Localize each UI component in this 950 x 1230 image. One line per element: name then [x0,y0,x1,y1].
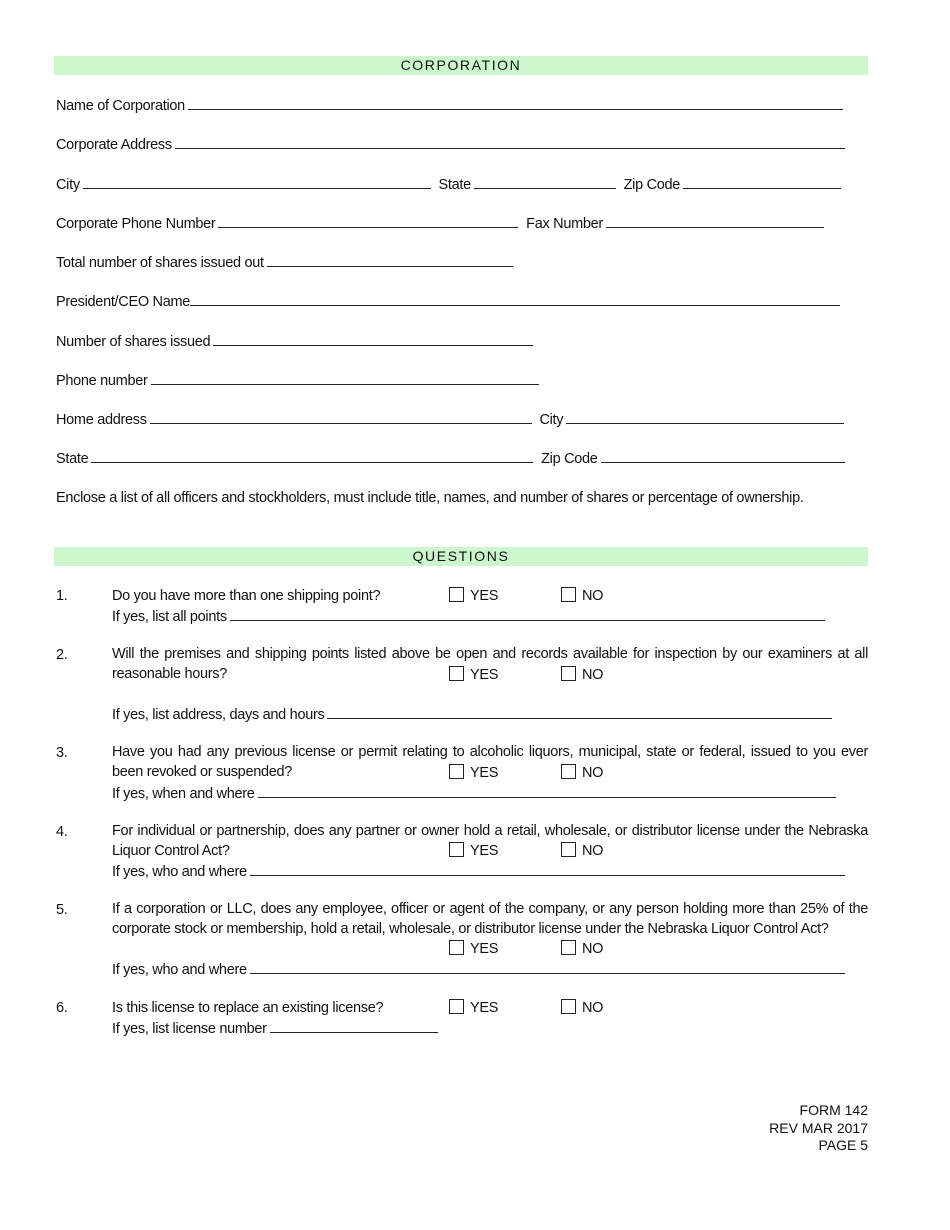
checkbox[interactable] [449,666,464,681]
question-5-number: 5. [56,902,68,918]
question-3-number: 3. [56,745,68,761]
form-footer [769,1102,868,1155]
question-3-text: Have you had any previous license or permit relating to alcoholic liquors, municipal, state or federal, issued to you ever been revoked or suspended? [112,744,868,780]
shares-issued-field[interactable] [213,331,533,346]
checkbox[interactable] [561,666,576,681]
no-label: NO [582,667,604,683]
city-field[interactable] [83,174,431,189]
total-shares-label: Total number of shares issued out [56,255,264,271]
shares-issued-row [56,331,537,351]
question-4-no[interactable] [561,842,603,860]
no-label: NO [582,843,604,859]
question-1-followup [112,606,829,626]
yes-label: YES [470,843,499,859]
home-zip-label: Zip Code [541,451,598,467]
home-city-label: City [539,412,564,428]
question-4-followup-field[interactable] [250,861,845,876]
yes-label: YES [470,941,499,957]
corporation-name-field[interactable] [188,95,843,110]
shares-issued-label: Number of shares issued [56,334,211,350]
question-5-yes[interactable] [449,940,498,958]
question-5-followup-field[interactable] [250,959,845,974]
phone-fax-row [56,213,828,233]
home-state-zip-row [56,448,849,468]
corporation-header: CORPORATION [54,56,868,75]
home-state-field[interactable] [91,448,533,463]
yes-label: YES [470,765,499,781]
city-state-zip-row [56,174,845,194]
question-3-followup-field[interactable] [258,783,836,798]
president-row [56,291,844,311]
question-2-followup-label: If yes, list address, days and hours [112,707,325,723]
question-3-followup-label: If yes, when and where [112,786,255,802]
question-1-followup-field[interactable] [230,606,825,621]
state-field[interactable] [474,174,616,189]
yes-label: YES [470,1000,499,1016]
corporate-address-field[interactable] [175,134,845,149]
question-6-number: 6. [56,1000,68,1016]
question-6-text: Is this license to replace an existing license? [112,1000,384,1016]
checkbox[interactable] [449,842,464,857]
question-2-followup-field[interactable] [327,704,832,719]
home-address-field[interactable] [150,409,532,424]
question-5-followup-label: If yes, who and where [112,962,247,978]
question-3-no[interactable] [561,764,603,782]
checkbox[interactable] [449,587,464,602]
total-shares-field[interactable] [267,252,513,267]
question-2-no[interactable] [561,666,603,684]
home-state-label: State [56,451,89,467]
fax-field[interactable] [606,213,824,228]
city-label: City [56,177,80,193]
question-6-followup-label: If yes, list license number [112,1021,267,1037]
home-zip-field[interactable] [601,448,845,463]
question-3-followup [112,783,840,803]
president-field[interactable] [190,291,840,306]
corporation-name-label: Name of Corporation [56,98,185,114]
question-5-text: If a corporation or LLC, does any employee, officer or agent of the company, or any person holding more than 25% of the corporate stock or membership, hold a retail, wholesale, or distributor license under the Nebraska Liquor Control Act? [112,901,868,937]
no-label: NO [582,588,604,604]
question-1-followup-label: If yes, list all points [112,609,227,625]
question-4-followup [112,861,849,881]
question-6-yes[interactable] [449,999,498,1017]
question-5-no[interactable] [561,940,603,958]
checkbox[interactable] [561,764,576,779]
question-3-yes[interactable] [449,764,498,782]
checkbox[interactable] [449,999,464,1014]
checkbox[interactable] [561,940,576,955]
question-2-text: Will the premises and shipping points listed above be open and records available for inspection by our examiners at all reasonable hours? [112,646,868,682]
zip-field[interactable] [683,174,841,189]
question-2-number: 2. [56,647,68,663]
corporation-name-row [56,95,847,115]
total-shares-row [56,252,517,272]
corporate-phone-field[interactable] [218,213,518,228]
question-6-followup-field[interactable] [270,1018,438,1033]
question-5-followup [112,959,849,979]
phone-number-label: Phone number [56,373,148,389]
checkbox[interactable] [561,842,576,857]
checkbox[interactable] [561,587,576,602]
question-4-number: 4. [56,824,68,840]
home-address-label: Home address [56,412,147,428]
yes-label: YES [470,588,499,604]
enclose-note: Enclose a list of all officers and stockholders, must include title, names, and number of shares or percentage of ownership. [56,490,804,506]
form-revision: REV MAR 2017 [769,1119,868,1136]
no-label: NO [582,765,604,781]
corporate-phone-label: Corporate Phone Number [56,216,216,232]
home-city-field[interactable] [566,409,844,424]
president-label: President/CEO Name [56,294,191,310]
fax-label: Fax Number [526,216,603,232]
state-label: State [438,177,471,193]
question-4-yes[interactable] [449,842,498,860]
checkbox[interactable] [449,764,464,779]
questions-header: QUESTIONS [54,547,868,566]
corporate-address-label: Corporate Address [56,137,172,153]
zip-label: Zip Code [623,177,681,193]
question-2-yes[interactable] [449,666,498,684]
question-6-followup [112,1018,442,1038]
corporate-address-row [56,134,849,154]
question-6-no[interactable] [561,999,603,1017]
question-2-followup [112,704,836,724]
checkbox[interactable] [449,940,464,955]
question-1-yes[interactable] [449,587,498,605]
question-1-no[interactable] [561,587,603,605]
question-4-text: For individual or partnership, does any partner or owner hold a retail, wholesale, or distributor license under the Nebraska Liquor Control Act? [112,823,868,859]
home-address-row [56,409,848,429]
phone-number-field[interactable] [151,370,539,385]
no-label: NO [582,941,604,957]
no-label: NO [582,1000,604,1016]
question-1-number: 1. [56,588,68,604]
form-number: FORM 142 [799,1102,868,1118]
phone-number-row [56,370,543,390]
checkbox[interactable] [561,999,576,1014]
question-1-text: Do you have more than one shipping point? [112,588,381,604]
yes-label: YES [470,667,499,683]
question-4-followup-label: If yes, who and where [112,864,247,880]
page-number: PAGE 5 [818,1137,868,1153]
